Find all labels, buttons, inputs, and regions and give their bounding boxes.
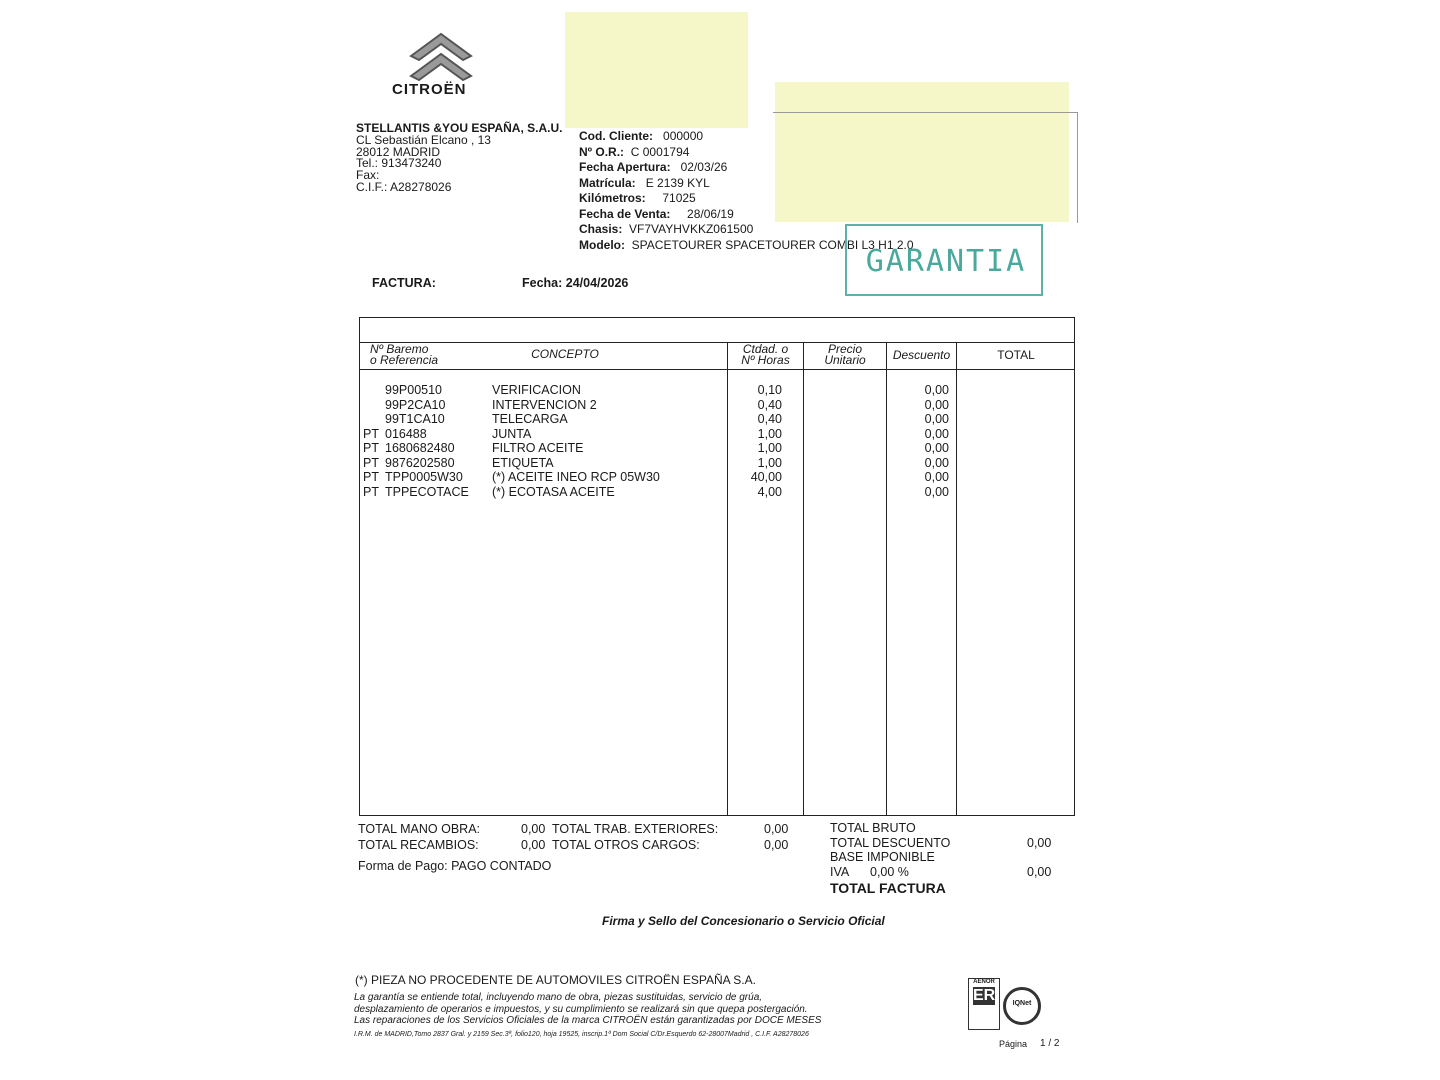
forma-pago-value: PAGO CONTADO <box>451 859 552 873</box>
row-qty: 0,40 <box>757 412 782 426</box>
garantia-line: La garantía se entiende total, incluyendo mano de obra, piezas sustituidas, servicio de grúa, <box>354 992 763 1003</box>
venta-label: Fecha de Venta: <box>579 206 671 221</box>
fecha-value: 24/04/2026 <box>565 276 629 290</box>
row-descuento: 0,00 <box>924 484 949 499</box>
row-type: PT <box>363 470 379 484</box>
forma-pago-label: Forma de Pago: <box>358 859 448 873</box>
iqnet-text: IQNet <box>1012 1000 1032 1007</box>
table-row <box>360 470 1076 484</box>
chasis-value: VF7VAYHVKKZ061500 <box>629 222 754 236</box>
row-concepto: ETIQUETA <box>492 455 554 470</box>
row-type: PT <box>363 484 379 499</box>
row-concepto: TELECARGA <box>492 412 568 426</box>
trab-ext-value: 0,00 <box>764 822 789 836</box>
row-concepto: (*) ACEITE INEO RCP 05W30 <box>492 470 660 484</box>
row-concepto: INTERVENCION 2 <box>492 397 597 412</box>
header-ref-line1: Nº Baremo <box>370 342 429 356</box>
garantia-line: desplazamiento de operarios e impuestos, y su cumplimiento se realizará sin que quepa postergación. <box>354 1003 808 1015</box>
row-concepto: (*) ECOTASA ACEITE <box>492 484 615 499</box>
row-ref: 99T1CA10 <box>385 412 445 426</box>
or-value: C 0001794 <box>630 144 690 159</box>
col-header-discount: Descuento <box>892 348 951 362</box>
chasis-label: Chasis: <box>579 222 623 236</box>
items-table <box>359 317 1075 816</box>
garantia-text <box>354 992 821 1027</box>
row-concepto: FILTRO ACEITE <box>492 441 584 455</box>
recambios-value: 0,00 <box>521 838 546 852</box>
table-row <box>360 383 1076 397</box>
table-row <box>360 427 1076 441</box>
col-header-ref <box>370 344 438 366</box>
col-header-qty <box>728 344 803 366</box>
recambios-label: TOTAL RECAMBIOS: <box>358 838 479 852</box>
row-qty: 1,00 <box>757 455 782 470</box>
row-qty: 0,10 <box>757 383 782 397</box>
base-label: BASE IMPONIBLE <box>830 850 935 864</box>
cliente-label: Cod. Cliente: <box>579 129 653 143</box>
row-descuento: 0,00 <box>924 383 949 397</box>
apertura-value: 02/03/26 <box>680 160 728 174</box>
header-ref-line2: o Referencia <box>370 353 439 367</box>
company-name: STELLANTIS &YOU ESPAÑA, S.A.U. <box>356 121 563 135</box>
row-ref: 99P00510 <box>385 383 443 397</box>
row-descuento: 0,00 <box>924 397 949 412</box>
cliente-value: 000000 <box>663 129 704 143</box>
otros-value: 0,00 <box>764 838 789 852</box>
garantia-stamp <box>845 224 1043 296</box>
garantia-line: Las reparaciones de los Servicios Oficiales de la marca CITROËN están garantizadas por DOCE MESES <box>354 1015 822 1026</box>
row-type: PT <box>363 426 379 441</box>
row-qty: 4,00 <box>757 484 782 499</box>
header-price-line2: Unitario <box>824 353 866 367</box>
stamp-text: GARANTIA <box>865 244 1027 279</box>
row-qty: 0,40 <box>757 397 782 412</box>
redacted-area <box>565 12 748 128</box>
row-descuento: 0,00 <box>924 470 949 484</box>
header-qty-line1: Ctdad. o <box>742 342 789 356</box>
matricula-label: Matrícula: <box>579 175 636 190</box>
km-value: 71025 <box>662 191 696 205</box>
table-row <box>360 398 1076 412</box>
modelo-label: Modelo: <box>579 237 625 252</box>
row-descuento: 0,00 <box>924 426 949 441</box>
fecha-label: Fecha: <box>522 276 563 290</box>
row-ref: 99P2CA10 <box>385 397 446 412</box>
mano-obra-value: 0,00 <box>521 822 546 836</box>
iva-pct: 0,00 % <box>870 865 909 879</box>
descuento-label: TOTAL DESCUENTO <box>830 836 951 850</box>
row-ref: 016488 <box>385 426 427 441</box>
venta-value: 28/06/19 <box>687 206 734 221</box>
row-descuento: 0,00 <box>924 412 949 426</box>
aenor-logo <box>968 978 1000 1030</box>
row-ref: TPPECOTACE <box>385 484 469 499</box>
company-block <box>356 121 562 194</box>
or-label: Nº O.R.: <box>579 144 625 159</box>
pagina-value: 1 / 2 <box>1040 1038 1060 1049</box>
company-fax: Fax: <box>356 167 380 182</box>
iva-label: IVA <box>830 865 850 879</box>
table-row <box>360 441 1076 455</box>
row-ref: 1680682480 <box>385 441 455 455</box>
company-cif: C.I.F.: A28278026 <box>356 180 452 194</box>
row-qty: 1,00 <box>757 441 782 455</box>
row-qty: 1,00 <box>757 426 782 441</box>
pagina-label: Página <box>999 1039 1028 1049</box>
company-tel: Tel.: 913473240 <box>356 156 442 170</box>
registro-text: I.R.M. de MADRID,Tomo 2837 Gral. y 2159 Sec.3ª, folio120, hoja 19525, inscrip.1ª Dom Social C/Dr.Esquerdo 62-28007Madrid , C.I.F. A28278026 <box>354 1031 809 1038</box>
row-ref: TPP0005W30 <box>385 470 463 484</box>
matricula-value: E 2139 KYL <box>645 175 710 190</box>
row-ref: 9876202580 <box>385 455 455 470</box>
table-row <box>360 456 1076 470</box>
row-concepto: JUNTA <box>492 426 532 441</box>
er-text: ER <box>973 987 996 1004</box>
row-type: PT <box>363 441 379 455</box>
row-concepto: VERIFICACION <box>492 383 581 397</box>
factura-label: FACTURA: <box>372 276 436 290</box>
iqnet-logo <box>1003 987 1041 1025</box>
row-qty: 40,00 <box>750 470 782 484</box>
table-row <box>360 485 1076 499</box>
trab-ext-label: TOTAL TRAB. EXTERIORES: <box>552 822 719 836</box>
bruto-label: TOTAL BRUTO <box>830 821 916 835</box>
forma-pago <box>358 859 551 874</box>
col-header-total: TOTAL <box>997 348 1035 362</box>
signature-caption: Firma y Sello del Concesionario o Servicio Oficial <box>602 914 885 928</box>
company-address: CL Sebastián Elcano , 13 <box>356 133 491 147</box>
modelo-value: SPACETOURER SPACETOURER COMBI L3 H1 2.0 <box>631 237 914 252</box>
table-row <box>360 412 1076 426</box>
otros-label: TOTAL OTROS CARGOS: <box>552 838 700 852</box>
table-rule <box>360 342 1074 343</box>
aenor-text: AENOR <box>973 979 995 985</box>
descuento-value: 0,00 <box>1027 836 1052 850</box>
header-qty-line2: Nº Horas <box>741 353 790 367</box>
total-factura-label: TOTAL FACTURA <box>830 880 946 896</box>
col-header-concepto: CONCEPTO <box>531 347 599 361</box>
km-label: Kilómetros: <box>579 191 646 205</box>
mano-obra-label: TOTAL MANO OBRA: <box>358 822 481 836</box>
invoice-date <box>522 276 628 290</box>
col-header-price <box>804 344 886 366</box>
header-price-line1: Precio <box>827 342 862 356</box>
row-descuento: 0,00 <box>924 441 949 455</box>
pieza-note: (*) PIEZA NO PROCEDENTE DE AUTOMOVILES CITROËN ESPAÑA S.A. <box>355 973 756 987</box>
table-rule <box>360 369 1074 370</box>
company-city: 28012 MADRID <box>356 144 441 159</box>
row-type: PT <box>363 455 379 470</box>
apertura-label: Fecha Apertura: <box>579 160 671 174</box>
brand-name: CITROËN <box>392 81 467 98</box>
iva-value: 0,00 <box>1027 865 1052 879</box>
row-descuento: 0,00 <box>924 455 949 470</box>
